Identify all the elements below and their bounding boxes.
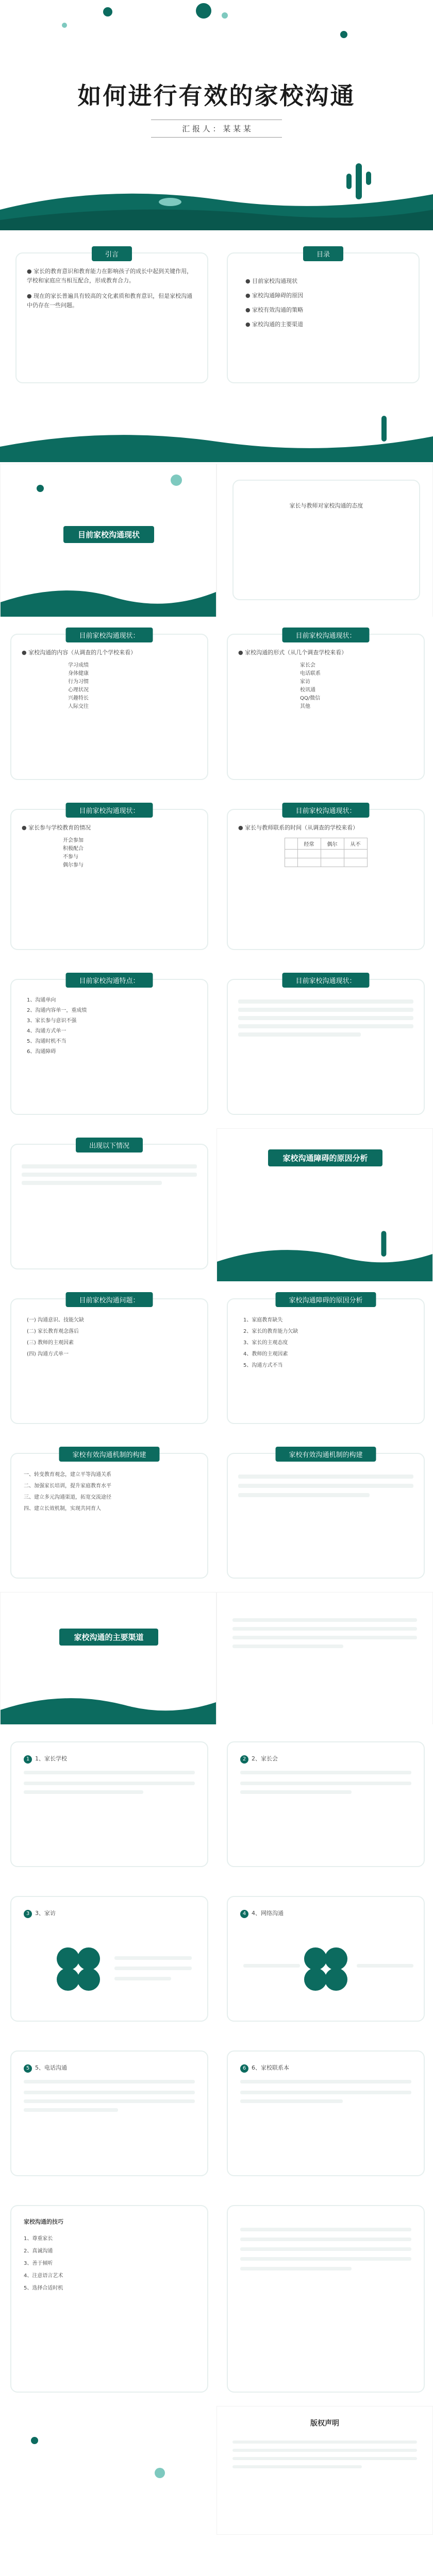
caption-card	[232, 480, 420, 600]
tips-heading: 家校沟通的技巧	[24, 2218, 63, 2225]
section-slide	[0, 1592, 433, 1726]
list-item: (三) 教师的主观因素	[27, 1340, 74, 1346]
section-right	[216, 1128, 433, 1283]
clover-diagram	[228, 1928, 424, 2005]
content-card	[227, 2205, 425, 2393]
card-head: ● 家长参与学校教育的情况	[22, 824, 91, 831]
intro-card	[15, 252, 208, 383]
hill-landscape	[1, 1679, 216, 1725]
list-item: 一、转变教育观念，建立平等沟通关系	[24, 1472, 111, 1478]
list-item: 2、真诚沟通	[24, 2248, 53, 2254]
list-item: 2、沟通内容单一，重成绩	[27, 1008, 87, 1013]
section-label: 目前家校沟通现状	[63, 526, 154, 543]
caption-text: 家长与教师对家校沟通的态度	[289, 502, 363, 509]
caption-panel	[216, 464, 433, 618]
content-card: 2 2、家长会	[227, 1741, 425, 1867]
section-heading: 3、家访	[35, 1910, 56, 1917]
intro-line: ● 家长的教育意识和教育能力在影响孩子的成长中起到关键作用，学校和家庭应当相互配合，形成教育合力。	[27, 268, 193, 284]
content-card	[10, 809, 208, 950]
copyright-panel	[216, 2406, 433, 2535]
decor-dot	[196, 3, 211, 19]
card-title: 目前家校沟通现状：	[282, 628, 369, 642]
list-item: 3、家长的主观态度	[243, 1340, 288, 1346]
list-item: 学习成绩	[68, 663, 89, 668]
list-item: 5、选择合适时机	[24, 2285, 63, 2291]
list-item: 开会参加	[63, 838, 84, 843]
decor-dot	[103, 7, 112, 16]
decor-dot	[155, 2468, 165, 2478]
section-heading: 2、家长会	[252, 1755, 278, 1762]
decor-dot	[37, 485, 44, 492]
section-heading: 6、家校联系本	[252, 2064, 289, 2071]
cover-title: 如何进行有效的家校沟通	[77, 82, 356, 110]
content-card	[227, 1298, 425, 1424]
decor-dot	[340, 31, 347, 38]
hill-landscape	[1, 566, 216, 618]
card-head: ● 家校沟通的内容（从调查的几个学校来看）	[22, 649, 137, 656]
list-item: QQ/微信	[300, 696, 321, 701]
decor-dot	[222, 12, 228, 19]
list-item: 兴趣特长	[68, 696, 89, 701]
list-item: 3、善于倾听	[24, 2261, 53, 2266]
toc-item[interactable]: ● 家校沟通障碍的原因	[245, 292, 304, 299]
content-slide	[0, 963, 433, 1128]
card-title: 目前家校沟通现状：	[282, 803, 369, 818]
content-slide	[0, 1437, 433, 1592]
tips-slide	[0, 2190, 433, 2406]
content-card	[227, 1453, 425, 1579]
list-item: 1、尊重家长	[24, 2236, 53, 2242]
content-card	[227, 634, 425, 780]
list-item: 行为习惯	[68, 679, 89, 685]
toc-item[interactable]: ● 家校有效沟通的策略	[245, 307, 304, 313]
list-item: 三、建立多元沟通渠道，拓宽交流途径	[24, 1495, 111, 1500]
card-title: 家校沟通障碍的原因分析	[275, 1292, 376, 1307]
content-card	[10, 979, 208, 1115]
list-item: 偶尔参与	[63, 862, 84, 868]
hill-landscape	[0, 153, 433, 230]
card-title: 目前家校沟通问题：	[65, 1292, 153, 1307]
content-card	[10, 1453, 208, 1579]
data-table	[285, 838, 368, 867]
card-title: 目前家校沟通现状：	[282, 973, 369, 988]
text-panel	[216, 1592, 433, 1726]
list-item: 家访	[300, 679, 310, 685]
list-item: 1、沟通单向	[27, 997, 56, 1003]
content-card: 3 3、家访	[10, 1896, 208, 2022]
list-item: 校讯通	[300, 687, 315, 693]
list-item: 1、家庭教育缺失	[243, 1317, 283, 1323]
list-item: 电话联系	[300, 671, 321, 676]
content-slide	[0, 1128, 433, 1283]
section-label: 家校沟通的主要渠道	[59, 1629, 158, 1646]
toc-tab: 目录	[303, 246, 343, 261]
content-card	[10, 634, 208, 780]
section-heading: 5、电话沟通	[35, 2064, 67, 2071]
content-slide	[0, 1283, 433, 1437]
decor-dot	[62, 23, 67, 28]
table-cell: 从不	[344, 838, 367, 850]
toc-card	[227, 252, 420, 383]
table-cell: 偶尔	[321, 838, 344, 850]
content-card: 1 1、家长学校	[10, 1741, 208, 1867]
content-card	[227, 979, 425, 1115]
card-head: ● 家长与教师联系的时间（从调查的学校来看）	[238, 824, 359, 831]
list-item: 四、建立长效机制，实现共同育人	[24, 1506, 101, 1512]
section-left	[0, 1592, 216, 1726]
channel-slide	[0, 1880, 433, 2035]
channel-slide	[0, 1726, 433, 1880]
list-item: 5、沟通时机不当	[27, 1039, 66, 1044]
card-title: 家校有效沟通机制的构建	[275, 1447, 376, 1462]
card-title: 目前家校沟通现状：	[65, 628, 153, 642]
list-item: 4、教师的主观因素	[243, 1351, 288, 1357]
cover-subtitle: 汇 报 人 ： 某 某 某	[151, 120, 282, 138]
toc-item[interactable]: ● 目前家校沟通现状	[245, 278, 298, 284]
card-title: 出现以下情况	[76, 1138, 143, 1153]
table-cell: 经常	[297, 838, 321, 850]
content-card	[10, 1144, 208, 1269]
list-item: 4、沟通方式单一	[27, 1028, 66, 1034]
list-item: 积极配合	[63, 846, 84, 852]
cover-slide	[0, 0, 433, 232]
content-card	[10, 2205, 208, 2393]
intro-tab: 引言	[92, 246, 132, 261]
content-slide	[0, 618, 433, 793]
card-title: 目前家校沟通特点：	[65, 973, 153, 988]
list-item: 4、注意语言艺术	[24, 2273, 63, 2279]
list-item: 心理状况	[68, 687, 89, 693]
list-item: 其他	[300, 704, 310, 709]
toc-item[interactable]: ● 家校沟通的主要渠道	[245, 321, 304, 328]
intro-line: ● 现在的家长普遍具有较高的文化素质和教育意识，但是家校沟通中仍存在一些问题。	[27, 293, 193, 309]
closing-slide	[0, 2406, 433, 2576]
channel-slide	[0, 2035, 433, 2190]
list-item: 人际交往	[68, 704, 89, 709]
list-item: 身体健康	[68, 671, 89, 676]
section-slide	[0, 464, 433, 618]
list-item: 2、家长的教育能力欠缺	[243, 1329, 298, 1334]
content-card: 4 4、网络沟通	[227, 1896, 425, 2022]
section-left	[0, 464, 216, 618]
list-item: 5、沟通方式不当	[243, 1363, 283, 1368]
section-heading: 1、家长学校	[35, 1755, 67, 1762]
list-item: (二) 家长教育观念落后	[27, 1329, 79, 1334]
clover-diagram	[11, 1928, 207, 2005]
list-item: (四) 沟通方式单一	[27, 1351, 69, 1357]
intro-slide	[0, 232, 433, 464]
content-card: 6 6、家校联系本	[227, 2050, 425, 2176]
content-card: 5 5、电话沟通	[10, 2050, 208, 2176]
content-card	[10, 1298, 208, 1424]
list-item: 不参与	[63, 854, 78, 860]
content-slide	[0, 793, 433, 963]
list-item: 二、加强家长培训，提升家庭教育水平	[24, 1483, 111, 1489]
decor-dot	[171, 474, 182, 486]
list-item: (一) 沟通意识、技能欠缺	[27, 1317, 84, 1323]
section-label: 家校沟通障碍的原因分析	[268, 1149, 382, 1166]
content-card	[227, 809, 425, 950]
list-item: 3、家长参与意识不强	[27, 1018, 77, 1024]
card-title: 家校有效沟通机制的构建	[59, 1447, 159, 1462]
table-cell	[285, 838, 297, 850]
copyright-title: 版权声明	[310, 2419, 339, 2428]
hill-landscape	[217, 1226, 432, 1282]
section-heading: 4、网络沟通	[252, 1910, 284, 1917]
decor-dot	[31, 2437, 38, 2444]
list-item: 6、沟通障碍	[27, 1049, 56, 1055]
card-head: ● 家校沟通的形式（从几个调查学校来看）	[238, 649, 347, 656]
list-item: 家长会	[300, 663, 315, 668]
hill-landscape	[0, 400, 433, 462]
card-title: 目前家校沟通现状：	[65, 803, 153, 818]
